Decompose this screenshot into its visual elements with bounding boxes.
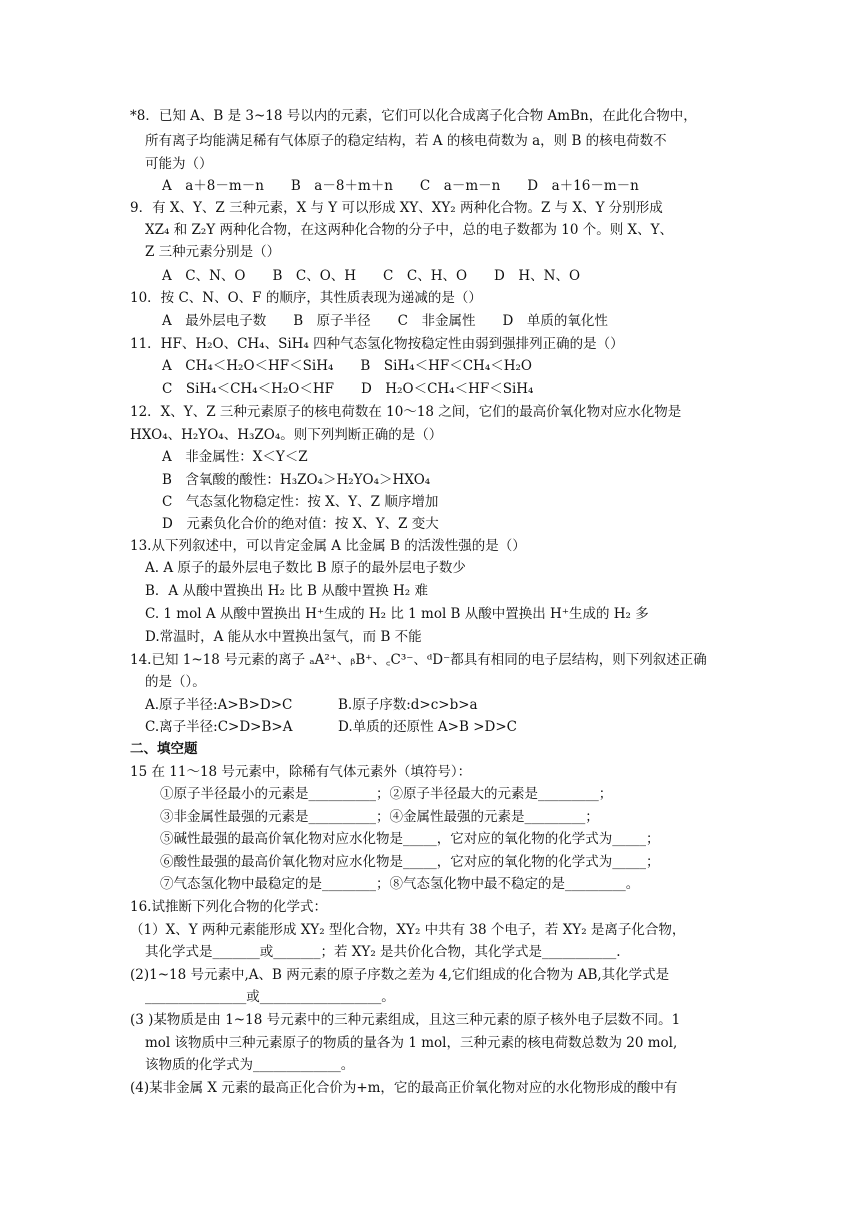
q10-options: A 最外层电子数 B 原子半径 C 非金属性 D 单质的氧化性 xyxy=(162,313,608,329)
q16-part3-line2: mol 该物质中三种元素原子的物质的量各为 1 mol，三种元素的核电荷数总数为 20 mol, xyxy=(145,1035,678,1051)
q8-line1: *8．已知 A、B 是 3~18 号以内的元素，它们可以化合成离子化合物 AmBn，在此化合物中， xyxy=(130,108,697,124)
q12-line2: HXO₄、H₂YO₄、H₃ZO₄。则下列判断正确的是（） xyxy=(130,427,443,443)
q10-line1: 10．按 C、N、O、F 的顺序，其性质表现为递减的是（） xyxy=(130,290,482,306)
section-heading-fill-in: 二、填空题 xyxy=(130,741,198,757)
q15-sub-1: ①原子半径最小的元素是__________；②原子半径最大的元素是_________； xyxy=(160,786,613,802)
q9-line2: XZ₄ 和 Z₂Y 两种化合物，在这两种化合物的分子中，总的电子数都为 10 个。则 X、Y、 xyxy=(145,222,674,238)
q12-option-a: A 非金属性：X＜Y＜Z xyxy=(162,449,308,465)
q11-options-1: A CH₄＜H₂O＜HF＜SiH₄ B SiH₄＜HF＜CH₄＜H₂O xyxy=(162,358,532,374)
q13-option-c: C. 1 mol A 从酸中置换出 H⁺生成的 H₂ 比 1 mol B 从酸中置换出 H⁺生成的 H₂ 多 xyxy=(145,606,649,622)
q12-option-c: C 气态氢化物稳定性：按 X、Y、Z 顺序增加 xyxy=(162,494,439,510)
q9-line3: Z 三种元素分别是（） xyxy=(145,244,281,260)
q14-line2: 的是（）。 xyxy=(145,674,206,690)
q13-option-b: B．A 从酸中置换出 H₂ 比 B 从酸中置换 H₂ 难 xyxy=(145,583,428,599)
q9-line1: 9．有 X、Y、Z 三种元素，X 与 Y 可以形成 XY、XY₂ 两种化合物。Z 与 X、Y 分别形成 xyxy=(130,200,663,216)
q13-option-a: A. A 原子的最外层电子数比 B 原子的最外层电子数少 xyxy=(145,560,466,576)
q13-line1: 13.从下列叙述中，可以肯定金属 A 比金属 B 的活泼性强的是（） xyxy=(130,538,526,554)
q11-options-2: C SiH₄＜CH₄＜H₂O＜HF D H₂O＜CH₄＜HF＜SiH₄ xyxy=(162,381,534,397)
q16-part3-line1: (3 )某物质是由 1~18 号元素中的三种元素组成，且这三种元素的原子核外电子层数不同。1 xyxy=(130,1012,681,1028)
q16-part2-line2: _______________或__________________。 xyxy=(145,989,395,1005)
q16-part2-line1: (2)1~18 号元素中,A、B 两元素的原子序数之差为 4,它们组成的化合物为 AB,其化学式是 xyxy=(130,967,670,983)
q15-sub-5: ⑦气态氢化物中最稳定的是________；⑧气态氢化物中最不稳定的是_________。 xyxy=(160,876,640,892)
q12-line1: 12．X、Y、Z 三种元素原子的核电荷数在 10～18 之间，它们的最高价氧化物对应水化物是 xyxy=(130,404,682,420)
q16-part1-line1: （1）X、Y 两种元素能形成 XY₂ 型化合物，XY₂ 中共有 38 个电子，若 XY₂ 是离子化合物， xyxy=(130,922,686,938)
q16-part1-line2: 其化学式是_______或_______；若 XY₂ 是共价化合物，其化学式是___________. xyxy=(145,944,621,960)
q14-option-b: B.原子序数:d>c>b>a xyxy=(338,697,478,713)
q15-sub-2: ③非金属性最强的元素是__________；④金属性最强的元素是_________； xyxy=(160,809,599,825)
q16-part4-line1: (4)某非金属 X 元素的最高正化合价为+m，它的最高正价氧化物对应的水化物形成的酸中有 xyxy=(130,1080,678,1096)
q16-part3-line3: 该物质的化学式为_____________。 xyxy=(145,1057,355,1073)
q15-sub-3: ⑤碱性最强的最高价氧化物对应水化物是_____，它对应的氧化物的化学式为_____； xyxy=(160,831,660,847)
q14-option-d: D.单质的还原性 A>B >D>C xyxy=(338,719,517,735)
q14-option-c: C.离子半径:C>D>B>A xyxy=(145,719,293,735)
q13-option-d: D.常温时，A 能从水中置换出氢气，而 B 不能 xyxy=(145,629,422,645)
q14-option-a: A.原子半径:A>B>D>C xyxy=(145,697,293,713)
q8-options: A a＋8－m－n B a－8＋m＋n C a－m－n D a＋16－m－n xyxy=(162,178,639,194)
q14-line1: 14.已知 1~18 号元素的离子 ₐA²⁺、ᵦB⁺、꜀C³⁻、ᵈD⁻都具有相同的电子层结构，则下列叙述正确 xyxy=(130,652,707,668)
q16-line1: 16.试推断下列化合物的化学式： xyxy=(130,899,327,915)
q15-line1: 15 在 11～18 号元素中，除稀有气体元素外（填符号）： xyxy=(130,764,472,780)
q12-option-d: D 元素负化合价的绝对值：按 X、Y、Z 变大 xyxy=(162,516,439,532)
q8-line3: 可能为（） xyxy=(145,156,213,172)
q9-options: A C、N、O B C、O、H C C、H、O D H、N、O xyxy=(162,268,581,284)
q8-line2: 所有离子均能满足稀有气体原子的稳定结构，若 A 的核电荷数为 a，则 B 的核电荷数不 xyxy=(145,133,667,149)
q15-sub-4: ⑥酸性最强的最高价氧化物对应水化物是_____，它对应的氧化物的化学式为_____； xyxy=(160,854,660,870)
q11-line1: 11．HF、H₂O、CH₄、SiH₄ 四种气态氢化物按稳定性由弱到强排列正确的是（） xyxy=(130,336,624,352)
q12-option-b: B 含氧酸的酸性：H₃ZO₄＞H₂YO₄＞HXO₄ xyxy=(162,472,431,488)
